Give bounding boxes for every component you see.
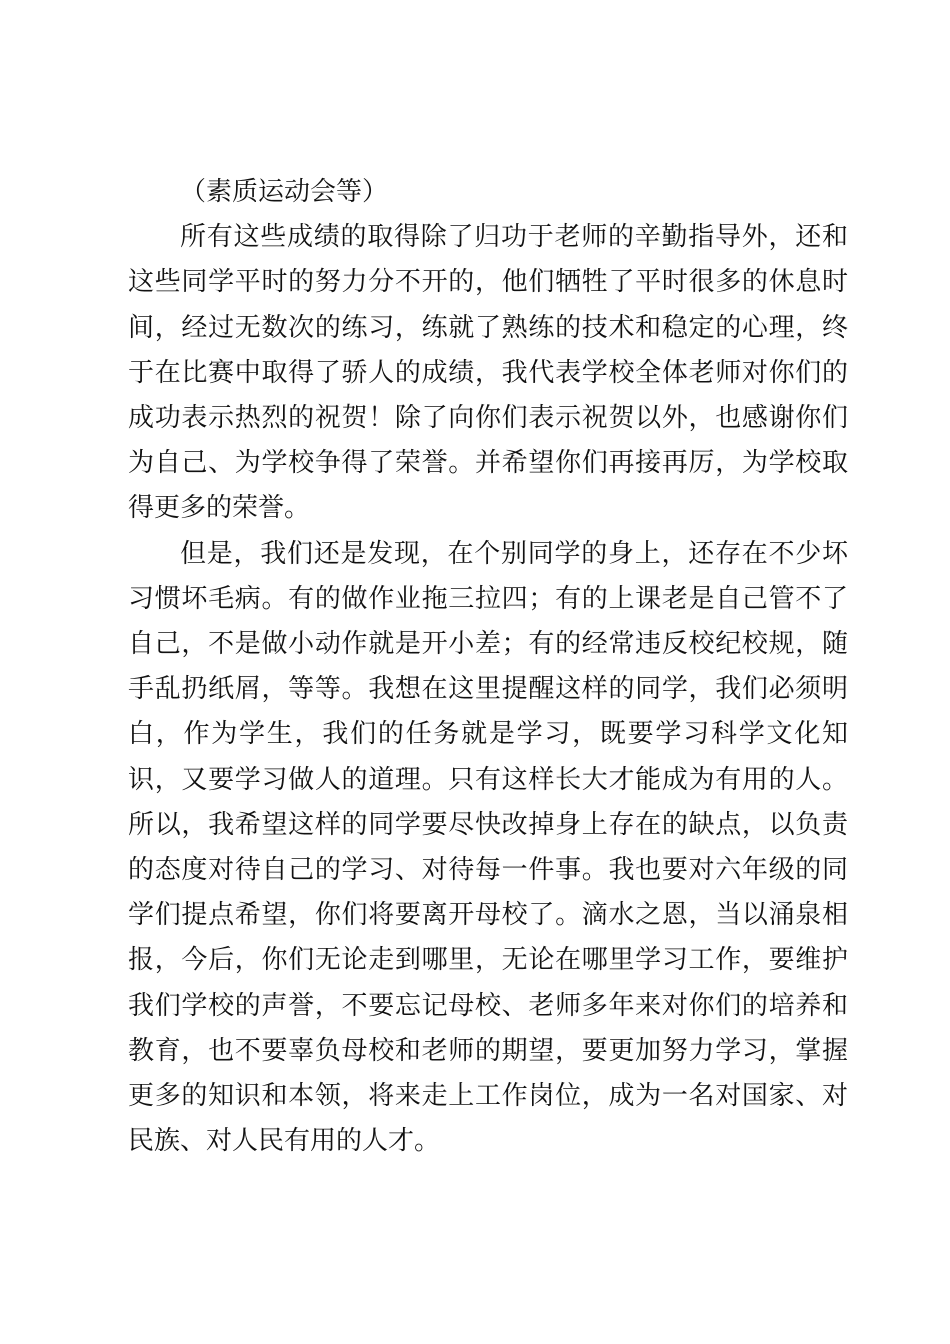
paragraph-heading-note: （素质运动会等） [180, 177, 389, 207]
paragraph-habits-and-hopes: 但是，我们还是发现，在个别同学的身上，还存在不少坏习惯坏毛病。有的做作业拖三拉四；有的上课老是自己管不了自己，不是做小动作就是开小差；有的经常违反校纪校规，随手乱扔纸屑，等等。我想在这里提醒这样的同学，我们必须明白，作为学生，我们的任务就是学习，既要学习科学文化知识，又要学习做人的道理。只有这样长大才能成为有用的人。所以，我希望这样的同学要尽快改掉身上存在的缺点，以负责的态度对待自己的学习、对待每一件事。我也要对六年级的同学们提点希望，你们将要离开母校了。滴水之恩，当以涌泉相报，今后，你们无论走到哪里，无论在哪里学习工作，要维护我们学校的声誉，不要忘记母校、老师多年来对你们的培养和教育，也不要辜负母校和老师的期望，要更加努力学习，掌握更多的知识和本领，将来走上工作岗位，成为一名对国家、对民族、对人民有用的人才。 [128, 538, 848, 1157]
paragraph-achievements: 所有这些成绩的取得除了归功于老师的辛勤指导外，还和这些同学平时的努力分不开的，他们牺牲了平时很多的休息时间，经过无数次的练习，练就了熟练的技术和稳定的心理，终于在比赛中取得了骄人的成绩，我代表学校全体老师对你们的成功表示热烈的祝贺！除了向你们表示祝贺以外，也感谢你们为自己、为学校争得了荣誉。并希望你们再接再厉，为学校取得更多的荣誉。 [128, 222, 848, 524]
document-body [128, 170, 848, 1164]
